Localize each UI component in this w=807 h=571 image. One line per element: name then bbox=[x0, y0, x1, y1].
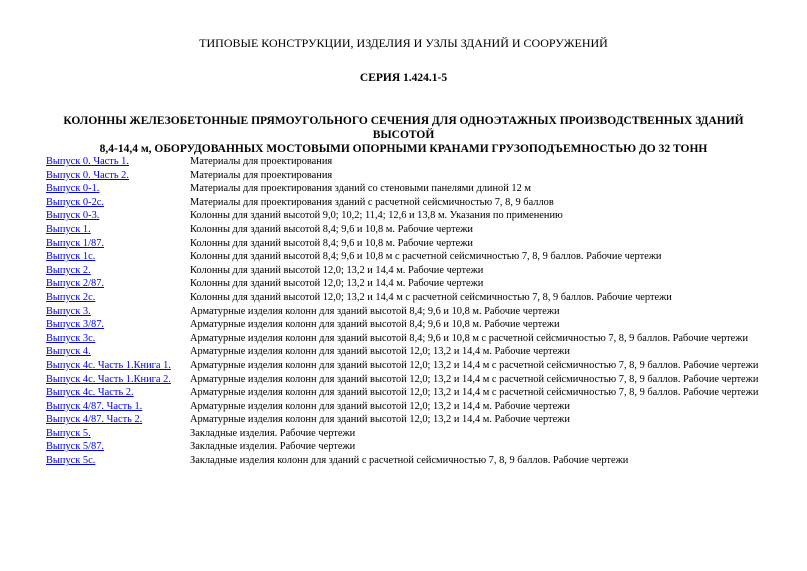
issue-link[interactable]: Выпуск 0-1. bbox=[46, 183, 100, 195]
issue-link[interactable]: Выпуск 4/87. Часть 1. bbox=[46, 400, 143, 412]
issue-link[interactable]: Выпуск 2с. bbox=[46, 291, 96, 303]
issue-description: Колонны для зданий высотой 12,0; 13,2 и 14,4 м. Рабочие чертежи bbox=[190, 264, 484, 276]
issue-description: Материалы для проектирования зданий с расчетной сейсмичностью 7, 8, 9 баллов bbox=[190, 196, 554, 208]
issue-link[interactable]: Выпуск 4с. Часть 1.Книга 2. bbox=[46, 373, 171, 385]
issue-link[interactable]: Выпуск 0. Часть 1. bbox=[46, 156, 129, 167]
issue-row bbox=[46, 386, 768, 400]
issue-link[interactable]: Выпуск 0-3. bbox=[46, 210, 100, 222]
issue-link[interactable]: Выпуск 2. bbox=[46, 264, 91, 276]
issue-row bbox=[46, 305, 768, 319]
issue-row bbox=[46, 332, 768, 346]
issue-description: Закладные изделия. Рабочие чертежи bbox=[190, 441, 356, 453]
issue-link[interactable]: Выпуск 4с. Часть 2. bbox=[46, 387, 134, 399]
issue-description: Арматурные изделия колонн для зданий высотой 12,0; 13,2 и 14,4 м. Рабочие чертежи bbox=[190, 414, 570, 426]
issue-description: Закладные изделия колонн для зданий с расчетной сейсмичностью 7, 8, 9 баллов. Рабочие чертежи bbox=[190, 455, 629, 467]
issue-row bbox=[46, 196, 768, 210]
issue-link[interactable]: Выпуск 3с. bbox=[46, 332, 96, 344]
document-title bbox=[40, 114, 767, 156]
issue-row bbox=[46, 413, 768, 427]
issue-description: Колонны для зданий высотой 12,0; 13,2 и 14,4 м с расчетной сейсмичностью 7, 8, 9 баллов. Рабочие чертежи bbox=[190, 291, 672, 303]
issue-row bbox=[46, 182, 768, 196]
issue-link[interactable]: Выпуск 5с. bbox=[46, 455, 96, 467]
issue-description: Колонны для зданий высотой 12,0; 13,2 и 14,4 м. Рабочие чертежи bbox=[190, 278, 484, 290]
series-heading: СЕРИЯ 1.424.1-5 bbox=[359, 72, 448, 84]
issue-row bbox=[46, 169, 768, 183]
issue-description: Арматурные изделия колонн для зданий высотой 8,4; 9,6 и 10,8 м. Рабочие чертежи bbox=[190, 319, 560, 331]
issue-row bbox=[46, 373, 768, 387]
issue-row bbox=[46, 400, 768, 414]
issue-link[interactable]: Выпуск 0-2с. bbox=[46, 196, 104, 208]
issue-row bbox=[46, 264, 768, 278]
issue-link[interactable]: Выпуск 1. bbox=[46, 223, 91, 235]
issue-row bbox=[46, 250, 768, 264]
issue-description: Колонны для зданий высотой 8,4; 9,6 и 10,8 м. Рабочие чертежи bbox=[190, 223, 473, 235]
issue-row bbox=[46, 427, 768, 441]
issue-row bbox=[46, 440, 768, 454]
issue-link[interactable]: Выпуск 3/87. bbox=[46, 319, 104, 331]
issue-link[interactable]: Выпуск 5/87. bbox=[46, 441, 104, 453]
issue-link[interactable]: Выпуск 1/87. bbox=[46, 237, 104, 249]
issue-description: Колонны для зданий высотой 9,0; 10,2; 11,4; 12,6 и 13,8 м. Указания по применению bbox=[190, 210, 563, 222]
issue-link[interactable]: Выпуск 2/87. bbox=[46, 278, 104, 290]
issue-description: Материалы для проектирования bbox=[190, 169, 333, 181]
issue-row bbox=[46, 318, 768, 332]
document-title-line-2: 8,4-14,4 м, ОБОРУДОВАННЫХ МОСТОВЫМИ ОПОРНЫМИ КРАНАМИ ГРУЗОПОДЪЕМНОСТЬЮ ДО 32 ТОНН bbox=[99, 143, 708, 155]
issue-row bbox=[46, 237, 768, 251]
issue-description: Арматурные изделия колонн для зданий высотой 12,0; 13,2 и 14,4 м. Рабочие чертежи bbox=[190, 346, 570, 358]
issue-link[interactable]: Выпуск 0. Часть 2. bbox=[46, 169, 129, 181]
issue-description: Материалы для проектирования bbox=[190, 156, 333, 167]
issue-description: Материалы для проектирования зданий со стеновыми панелями длиной 12 м bbox=[190, 183, 531, 195]
issue-row bbox=[46, 345, 768, 359]
issue-link[interactable]: Выпуск 3. bbox=[46, 305, 91, 317]
issue-row bbox=[46, 291, 768, 305]
issue-row bbox=[46, 209, 768, 223]
issue-link[interactable]: Выпуск 4с. Часть 1.Книга 1. bbox=[46, 359, 171, 371]
issue-link[interactable]: Выпуск 1с. bbox=[46, 251, 96, 263]
issue-link[interactable]: Выпуск 5. bbox=[46, 427, 91, 439]
issue-description: Колонны для зданий высотой 8,4; 9,6 и 10,8 м. Рабочие чертежи bbox=[190, 237, 473, 249]
document-title-line-1: КОЛОННЫ ЖЕЛЕЗОБЕТОННЫЕ ПРЯМОУГОЛЬНОГО СЕЧЕНИЯ ДЛЯ ОДНОЭТАЖНЫХ ПРОИЗВОДСТВЕННЫХ ЗДАНИЙ ВЫСОТОЙ bbox=[63, 115, 744, 141]
issue-description: Колонны для зданий высотой 8,4; 9,6 и 10,8 м с расчетной сейсмичностью 7, 8, 9 баллов. Рабочие чертежи bbox=[190, 251, 662, 263]
issue-link[interactable]: Выпуск 4/87. Часть 2. bbox=[46, 414, 143, 426]
issue-description: Арматурные изделия колонн для зданий высотой 12,0; 13,2 и 14,4 м с расчетной сейсмичностью 7, 8, 9 баллов. Рабочие чертежи bbox=[190, 359, 759, 371]
issue-description: Арматурные изделия колонн для зданий высотой 8,4; 9,6 и 10,8 м. Рабочие чертежи bbox=[190, 305, 560, 317]
issue-link[interactable]: Выпуск 4. bbox=[46, 346, 91, 358]
issue-row bbox=[46, 454, 768, 468]
issue-description: Арматурные изделия колонн для зданий высотой 12,0; 13,2 и 14,4 м с расчетной сейсмичностью 7, 8, 9 баллов. Рабочие чертежи bbox=[190, 373, 759, 385]
issue-description: Арматурные изделия колонн для зданий высотой 12,0; 13,2 и 14,4 м. Рабочие чертежи bbox=[190, 400, 570, 412]
issue-row bbox=[46, 359, 768, 373]
issue-list bbox=[46, 155, 768, 468]
issue-description: Закладные изделия. Рабочие чертежи bbox=[190, 427, 356, 439]
issue-description: Арматурные изделия колонн для зданий высотой 8,4; 9,6 и 10,8 м с расчетной сейсмичностью 7, 8, 9 баллов. Рабочие чертежи bbox=[190, 332, 749, 344]
issue-description: Арматурные изделия колонн для зданий высотой 12,0; 13,2 и 14,4 м с расчетной сейсмичностью 7, 8, 9 баллов. Рабочие чертежи bbox=[190, 387, 759, 399]
issue-row bbox=[46, 155, 768, 169]
category-heading: ТИПОВЫЕ КОНСТРУКЦИИ, ИЗДЕЛИЯ И УЗЛЫ ЗДАНИЙ И СООРУЖЕНИЙ bbox=[199, 36, 608, 50]
issue-row bbox=[46, 223, 768, 237]
issue-row bbox=[46, 277, 768, 291]
